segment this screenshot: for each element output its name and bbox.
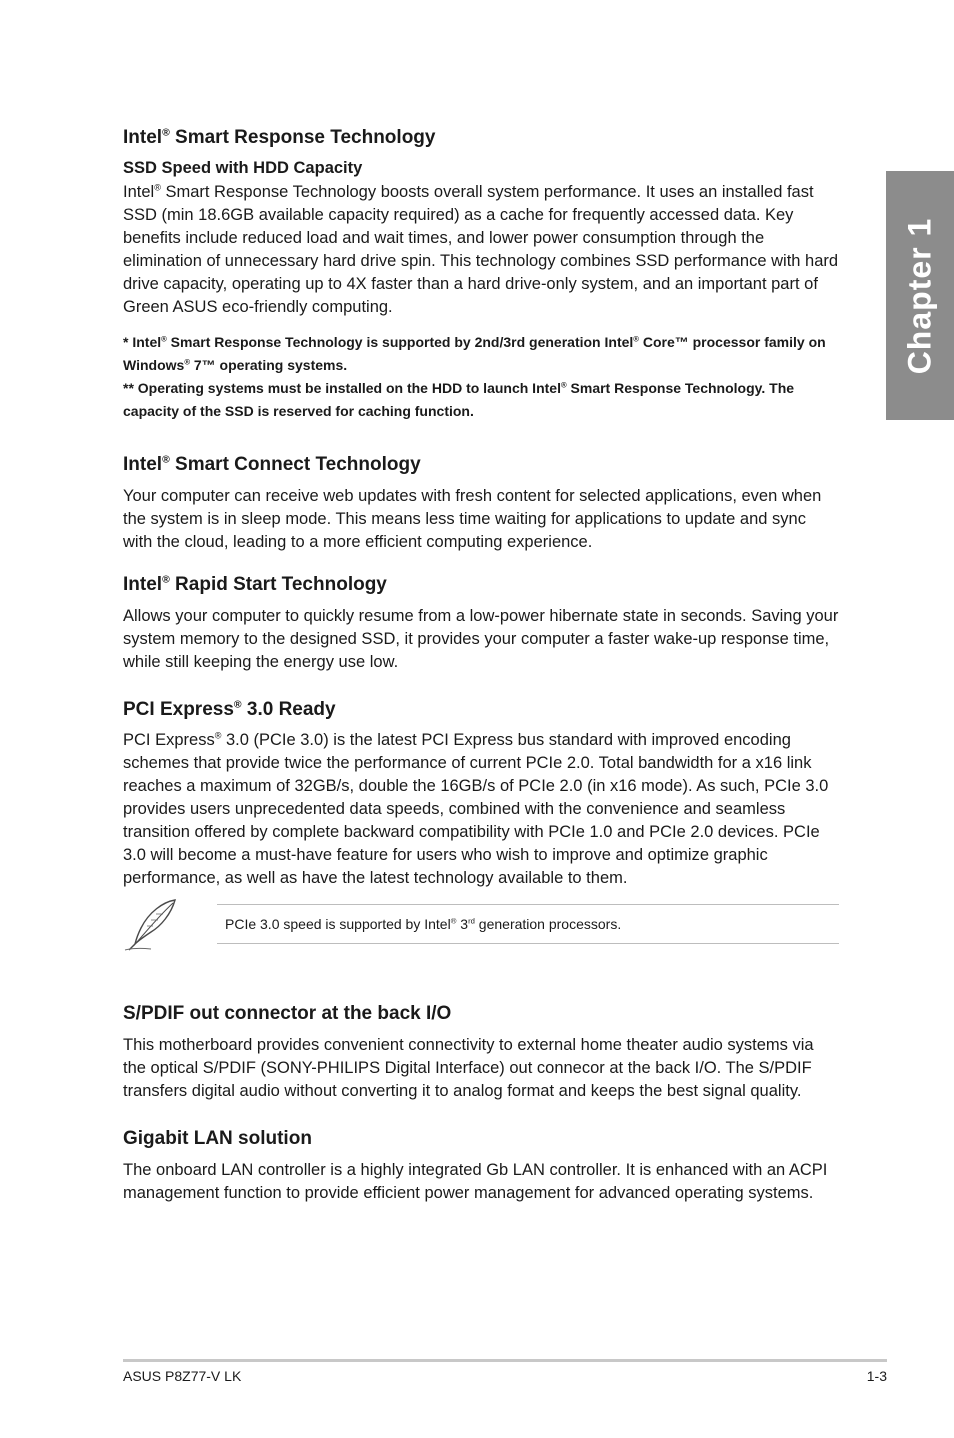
section-body: This motherboard provides convenient connectivity to external home theater audio systems via the optical S/PDIF (SONY-PHILIPS Digital Interface) out connecor at the back I/O. The S/PDIF transfers digital audio without converting it to analog format and keeps the best signal quality. bbox=[123, 1036, 814, 1101]
section-subheading: SSD Speed with HDD Capacity bbox=[123, 158, 363, 177]
footer-page-number: 1-3 bbox=[866, 1368, 887, 1384]
section-body: Allows your computer to quickly resume from a low-power hibernate state in seconds. Saving your system memory to the designed SSD, it provides your computer a faster wake-up response time, while still keeping the energy use low. bbox=[123, 606, 839, 671]
section-body: Intel® Smart Response Technology boosts overall system performance. It uses an installed fast SSD (min 18.6GB available capacity required) as a cache for frequently accessed data. Key benefits include reduced load and wait times, and lower power consumption through the elimination of unnecessary hard drive spin. This technology combines SSD performance with hard drive capacity, operating up to 4X faster than a hard drive-only system, and an important part of Green ASUS eco-friendly computing. bbox=[123, 182, 839, 317]
section-smart-response bbox=[123, 126, 839, 423]
note-callout bbox=[217, 904, 839, 944]
section-notes bbox=[123, 331, 839, 423]
section-heading: PCI Express® 3.0 Ready bbox=[123, 698, 336, 720]
note-item: * Intel® Smart Response Technology is supported by 2nd/3rd generation Intel® Core™ processor family on Windows® 7™ operating systems. bbox=[123, 334, 826, 374]
section-heading: Gigabit LAN solution bbox=[123, 1128, 312, 1150]
note-item: ** Operating systems must be installed on the HDD to launch Intel® Smart Response Technology. The capacity of the SSD is reserved for caching function. bbox=[123, 380, 795, 420]
chapter-label: Chapter 1 bbox=[901, 217, 938, 374]
chapter-tab bbox=[886, 171, 954, 420]
section-body: PCI Express® 3.0 (PCIe 3.0) is the latest PCI Express bus standard with improved encoding schemes that provide twice the performance of current PCIe 2.0. Total bandwidth for a x16 link reaches a maximum of 32GB/s, double the 16GB/s of PCIe 2.0 (in x16 mode). As such, PCIe 3.0 provides users unprecedented data speeds, combined with the convenience and seamless transition offered by complete backward compatibility with PCIe 1.0 and PCIe 2.0 devices. PCIe 3.0 will become a must-have feature for users who wish to improve and optimize graphic performance, as well as have the latest technology available to them. bbox=[123, 731, 829, 888]
section-spdif bbox=[123, 1002, 839, 1103]
section-gigabit-lan bbox=[123, 1127, 839, 1205]
footer-product-name: ASUS P8Z77-V LK bbox=[123, 1368, 242, 1384]
section-heading: Intel® Rapid Start Technology bbox=[123, 573, 387, 595]
page-content bbox=[123, 126, 839, 1224]
section-smart-connect bbox=[123, 453, 839, 554]
section-heading: Intel® Smart Response Technology bbox=[123, 127, 436, 148]
note-text: PCIe 3.0 speed is supported by Intel® 3rd generation processors. bbox=[225, 916, 622, 933]
section-heading: S/PDIF out connector at the back I/O bbox=[123, 1003, 452, 1025]
section-body: The onboard LAN controller is a highly integrated Gb LAN controller. It is enhanced with an ACPI management function to provide efficient power management for advanced operating systems. bbox=[123, 1160, 828, 1202]
note-box bbox=[123, 904, 839, 962]
footer-divider bbox=[123, 1359, 887, 1362]
section-body: Your computer can receive web updates with fresh content for selected applications, even when the system is in sleep mode. This means less time waiting for applications to update and sync with the cloud, leading to a more efficient computing experience. bbox=[123, 486, 822, 551]
section-pcie bbox=[123, 698, 839, 891]
quill-pen-icon bbox=[123, 896, 179, 952]
section-rapid-start bbox=[123, 573, 839, 674]
section-heading: Intel® Smart Connect Technology bbox=[123, 454, 421, 476]
